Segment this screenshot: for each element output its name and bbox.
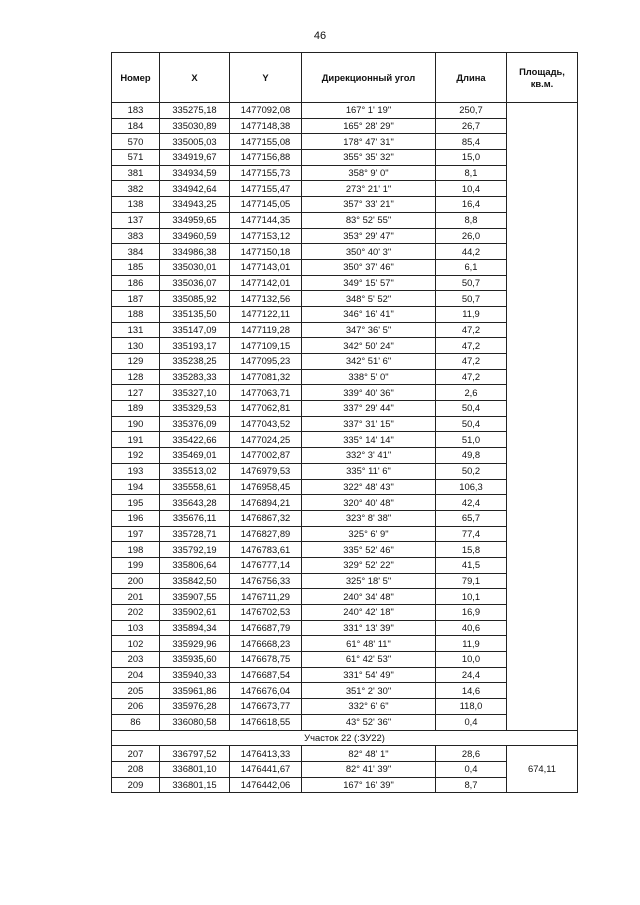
cell-y: 1477062,81 [230,401,302,417]
cell-number: 207 [112,746,160,762]
cell-length: 0,4 [436,761,507,777]
cell-y: 1476687,54 [230,667,302,683]
header-length: Длина [436,53,507,103]
cell-length: 14,6 [436,683,507,699]
cell-number: 382 [112,181,160,197]
cell-angle: 329° 52' 22" [302,557,436,573]
cell-x: 335842,50 [160,573,230,589]
cell-x: 334960,59 [160,228,230,244]
cell-angle: 337° 31' 15" [302,416,436,432]
cell-length: 40,6 [436,620,507,636]
cell-x: 335513,02 [160,463,230,479]
cell-x: 335030,01 [160,259,230,275]
cell-length: 0,4 [436,714,507,730]
cell-number: 202 [112,605,160,621]
cell-number: 86 [112,714,160,730]
cell-y: 1476979,53 [230,463,302,479]
cell-number: 204 [112,667,160,683]
table-row [112,103,578,119]
cell-length: 44,2 [436,244,507,260]
cell-angle: 325° 18' 5" [302,573,436,589]
header-row [112,53,578,103]
cell-length: 85,4 [436,134,507,150]
cell-angle: 331° 54' 49" [302,667,436,683]
cell-length: 10,4 [436,181,507,197]
cell-length: 26,7 [436,118,507,134]
cell-angle: 358° 9' 0" [302,165,436,181]
cell-x: 335806,64 [160,557,230,573]
cell-x: 335085,92 [160,291,230,307]
cell-number: 131 [112,322,160,338]
cell-angle: 167° 16' 39" [302,777,436,793]
cell-y: 1477142,01 [230,275,302,291]
cell-angle: 322° 48' 43" [302,479,436,495]
cell-angle: 167° 1' 19" [302,103,436,119]
cell-angle: 350° 40' 3" [302,244,436,260]
cell-number: 381 [112,165,160,181]
cell-number: 187 [112,291,160,307]
cell-angle: 335° 14' 14" [302,432,436,448]
cell-x: 334919,67 [160,150,230,166]
section-title: Участок 22 (:ЗУ22) [112,730,578,746]
cell-x: 334942,64 [160,181,230,197]
cell-length: 11,9 [436,636,507,652]
cell-y: 1477043,52 [230,416,302,432]
cell-x: 336801,10 [160,761,230,777]
cell-x: 335376,09 [160,416,230,432]
cell-angle: 357° 33' 21" [302,197,436,213]
cell-number: 184 [112,118,160,134]
cell-angle: 178° 47' 31" [302,134,436,150]
cell-x: 335907,55 [160,589,230,605]
cell-y: 1477145,05 [230,197,302,213]
cell-angle: 338° 5' 0" [302,369,436,385]
cell-angle: 339° 40' 36" [302,385,436,401]
cell-y: 1476413,33 [230,746,302,762]
cell-x: 335902,61 [160,605,230,621]
cell-y: 1477150,18 [230,244,302,260]
table-row [112,746,578,762]
cell-number: 192 [112,448,160,464]
cell-number: 190 [112,416,160,432]
cell-length: 50,4 [436,416,507,432]
cell-number: 185 [112,259,160,275]
cell-y: 1477119,28 [230,322,302,338]
cell-number: 102 [112,636,160,652]
cell-y: 1476678,75 [230,652,302,668]
cell-x: 334986,38 [160,244,230,260]
cell-number: 201 [112,589,160,605]
cell-number: 128 [112,369,160,385]
header-x: X [160,53,230,103]
cell-length: 41,5 [436,557,507,573]
cell-length: 10,1 [436,589,507,605]
cell-length: 49,8 [436,448,507,464]
cell-number: 198 [112,542,160,558]
cell-x: 335327,10 [160,385,230,401]
cell-angle: 165° 28' 29" [302,118,436,134]
cell-x: 335976,28 [160,699,230,715]
cell-x: 335275,18 [160,103,230,119]
cell-x: 335894,34 [160,620,230,636]
cell-x: 335193,17 [160,338,230,354]
cell-x: 335643,28 [160,495,230,511]
cell-x: 335728,71 [160,526,230,542]
cell-y: 1477156,88 [230,150,302,166]
cell-y: 1477095,23 [230,354,302,370]
cell-area [507,103,578,731]
cell-number: 206 [112,699,160,715]
cell-angle: 353° 29' 47" [302,228,436,244]
cell-area: 674,11 [507,746,578,793]
cell-length: 77,4 [436,526,507,542]
cell-x: 334959,65 [160,212,230,228]
cell-x: 335940,33 [160,667,230,683]
cell-number: 188 [112,306,160,322]
header-angle: Дирекционный угол [302,53,436,103]
cell-length: 15,0 [436,150,507,166]
cell-y: 1476867,32 [230,510,302,526]
cell-y: 1477122,11 [230,306,302,322]
header-number: Номер [112,53,160,103]
cell-angle: 325° 6' 9" [302,526,436,542]
cell-x: 335935,60 [160,652,230,668]
cell-y: 1476441,67 [230,761,302,777]
cell-x: 336080,58 [160,714,230,730]
header-area: Площадь, кв.м. [507,53,578,103]
cell-y: 1477063,71 [230,385,302,401]
cell-x: 335238,25 [160,354,230,370]
cell-length: 42,4 [436,495,507,511]
cell-length: 250,7 [436,103,507,119]
cell-y: 1476777,14 [230,557,302,573]
cell-angle: 240° 34' 48" [302,589,436,605]
cell-x: 335283,33 [160,369,230,385]
cell-angle: 332° 6' 6" [302,699,436,715]
cell-x: 335929,96 [160,636,230,652]
cell-angle: 240° 42' 18" [302,605,436,621]
cell-length: 47,2 [436,338,507,354]
cell-y: 1477002,87 [230,448,302,464]
cell-angle: 273° 21' 1" [302,181,436,197]
header-y: Y [230,53,302,103]
cell-angle: 61° 42' 53" [302,652,436,668]
cell-number: 209 [112,777,160,793]
cell-length: 47,2 [436,369,507,385]
cell-y: 1477081,32 [230,369,302,385]
cell-length: 50,7 [436,291,507,307]
cell-angle: 337° 29' 44" [302,401,436,417]
cell-length: 65,7 [436,510,507,526]
cell-number: 193 [112,463,160,479]
cell-number: 208 [112,761,160,777]
cell-length: 28,6 [436,746,507,762]
cell-number: 186 [112,275,160,291]
coordinates-table [111,52,578,793]
cell-number: 137 [112,212,160,228]
cell-length: 26,0 [436,228,507,244]
cell-y: 1477143,01 [230,259,302,275]
cell-angle: 323° 8' 38" [302,510,436,526]
cell-length: 6,1 [436,259,507,275]
cell-angle: 82° 41' 39" [302,761,436,777]
page-number: 46 [313,30,327,42]
cell-number: 191 [112,432,160,448]
cell-angle: 43° 52' 36" [302,714,436,730]
cell-number: 570 [112,134,160,150]
cell-length: 11,9 [436,306,507,322]
cell-number: 571 [112,150,160,166]
cell-length: 47,2 [436,322,507,338]
cell-y: 1476958,45 [230,479,302,495]
cell-y: 1477024,25 [230,432,302,448]
cell-y: 1476673,77 [230,699,302,715]
cell-y: 1477155,08 [230,134,302,150]
cell-x: 334934,59 [160,165,230,181]
cell-y: 1477155,73 [230,165,302,181]
cell-x: 335147,09 [160,322,230,338]
cell-number: 200 [112,573,160,589]
cell-number: 103 [112,620,160,636]
cell-angle: 349° 15' 57" [302,275,436,291]
cell-number: 129 [112,354,160,370]
cell-y: 1477144,35 [230,212,302,228]
cell-length: 8,7 [436,777,507,793]
cell-length: 51,0 [436,432,507,448]
cell-number: 130 [112,338,160,354]
cell-x: 335422,66 [160,432,230,448]
cell-y: 1477132,56 [230,291,302,307]
cell-x: 335005,03 [160,134,230,150]
cell-y: 1476676,04 [230,683,302,699]
cell-angle: 348° 5' 52" [302,291,436,307]
cell-length: 47,2 [436,354,507,370]
cell-x: 335676,11 [160,510,230,526]
cell-angle: 342° 51' 6" [302,354,436,370]
cell-angle: 320° 40' 48" [302,495,436,511]
cell-x: 335469,01 [160,448,230,464]
cell-y: 1476711,29 [230,589,302,605]
cell-number: 205 [112,683,160,699]
cell-x: 334943,25 [160,197,230,213]
cell-length: 15,8 [436,542,507,558]
cell-angle: 335° 11' 6" [302,463,436,479]
cell-number: 203 [112,652,160,668]
cell-length: 79,1 [436,573,507,589]
cell-angle: 331° 13' 39" [302,620,436,636]
cell-number: 384 [112,244,160,260]
cell-angle: 347° 36' 5" [302,322,436,338]
section-row [112,730,578,746]
cell-y: 1476442,06 [230,777,302,793]
cell-y: 1477155,47 [230,181,302,197]
cell-length: 10,0 [436,652,507,668]
cell-x: 335030,89 [160,118,230,134]
cell-number: 195 [112,495,160,511]
cell-y: 1476702,53 [230,605,302,621]
cell-number: 197 [112,526,160,542]
cell-number: 194 [112,479,160,495]
cell-number: 383 [112,228,160,244]
cell-angle: 346° 16' 41" [302,306,436,322]
cell-angle: 335° 52' 46" [302,542,436,558]
cell-y: 1476783,61 [230,542,302,558]
cell-angle: 351° 2' 30" [302,683,436,699]
cell-y: 1477148,38 [230,118,302,134]
cell-angle: 82° 48' 1" [302,746,436,762]
cell-x: 335792,19 [160,542,230,558]
cell-y: 1476756,33 [230,573,302,589]
cell-y: 1476827,89 [230,526,302,542]
cell-y: 1477153,12 [230,228,302,244]
cell-y: 1476618,55 [230,714,302,730]
cell-number: 127 [112,385,160,401]
cell-length: 50,7 [436,275,507,291]
cell-number: 196 [112,510,160,526]
cell-angle: 61° 48' 11" [302,636,436,652]
cell-length: 2,6 [436,385,507,401]
cell-x: 336801,15 [160,777,230,793]
cell-x: 335558,61 [160,479,230,495]
cell-length: 50,2 [436,463,507,479]
cell-y: 1476687,79 [230,620,302,636]
cell-angle: 350° 37' 46" [302,259,436,275]
cell-length: 16,4 [436,197,507,213]
cell-x: 335961,86 [160,683,230,699]
cell-number: 199 [112,557,160,573]
cell-y: 1477109,15 [230,338,302,354]
cell-number: 189 [112,401,160,417]
cell-y: 1476668,23 [230,636,302,652]
cell-x: 336797,52 [160,746,230,762]
cell-number: 183 [112,103,160,119]
cell-length: 50,4 [436,401,507,417]
cell-y: 1476894,21 [230,495,302,511]
cell-length: 8,8 [436,212,507,228]
cell-angle: 83° 52' 55" [302,212,436,228]
cell-number: 138 [112,197,160,213]
cell-length: 24,4 [436,667,507,683]
cell-x: 335329,53 [160,401,230,417]
cell-angle: 355° 35' 32" [302,150,436,166]
cell-length: 16,9 [436,605,507,621]
cell-y: 1477092,08 [230,103,302,119]
cell-length: 106,3 [436,479,507,495]
cell-angle: 342° 50' 24" [302,338,436,354]
cell-length: 118,0 [436,699,507,715]
cell-x: 335036,07 [160,275,230,291]
cell-angle: 332° 3' 41" [302,448,436,464]
cell-x: 335135,50 [160,306,230,322]
cell-length: 8,1 [436,165,507,181]
